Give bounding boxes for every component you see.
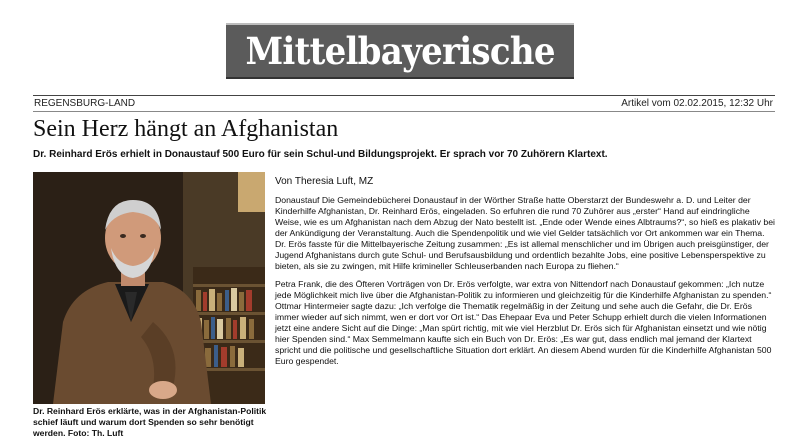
logo-text: Mittelbayerische — [245, 29, 555, 73]
article-headline: Sein Herz hängt an Afghanistan — [33, 116, 339, 142]
meta-divider — [33, 111, 775, 112]
photo-caption: Dr. Reinhard Erös erklärte, was in der Afghanistan-Politik schief läuft und warum dort Spenden so sehr benötigt werden. Foto: Th. Luft — [33, 406, 267, 438]
article-photo — [33, 172, 265, 404]
masthead — [0, 0, 800, 92]
header-divider — [33, 95, 775, 96]
article-body — [275, 195, 775, 374]
speaker-photo-illustration — [33, 172, 265, 404]
section-label: REGENSBURG-LAND — [34, 98, 136, 109]
article-timestamp: Artikel vom 02.02.2015, 12:32 Uhr — [621, 98, 773, 109]
article-deck: Dr. Reinhard Erös erhielt in Donaustauf 500 Euro für sein Schul-und Bildungsprojekt. Er sprach vor 70 Zuhörern Klartext. — [33, 149, 608, 160]
article-paragraph: Petra Frank, die des Öfteren Vorträgen von Dr. Erös verfolgte, war extra von Nittendorf nach Donaustauf gekommen: „Ich nutze jede Möglichkeit mich live über die Afghanistan-Politik zu informieren und gleichzeitig für die Kinderhilfe Afghanistan zu spenden.“ Ottmar Hintermeier sagte dazu: „Ich verfolge die Thematik regelmäßig in der Zeitung und sehe auch die Gefahr, die Dr. Erös immer wieder auf sich nimmt, wen er dort vor Ort ist.“ Das Ehepaar Eva und Peter Schupp erhielt durch die vielen Informationen jetzt eine andere Sicht auf die Dinge: „Man spürt richtig, mit wie viel Herzblut Dr. Erös sich für Afghanistan einsetzt und wie nötig hier Spenden sind.“ Max Semmelmann kaufte sich ein Buch von Dr. Erös: „Es war gut, dass endlich mal jemand der Klartext spricht und die politische und gesellschaftliche Situation dort erklärt. An diesem Abend wurden für die Kinderhilfe Afghanistan 500 Euro gespendet. — [275, 279, 772, 366]
article-byline: Von Theresia Luft, MZ — [275, 176, 374, 187]
newspaper-logo[interactable] — [226, 23, 574, 79]
article-paragraph: Donaustauf Die Gemeindebücherei Donaustauf in der Wörther Straße hatte Oberstarzt der Bundeswehr a. D. und Leiter der Kinderhilfe Afghanistan, Dr. Reinhard Erös, eingeladen. So erfuhren die rund 70 Zuhörer aus „erster“ Hand auf eindringliche Weise, wie es um Afghanistan nach dem Abzug der Nato bestellt ist. „Ende oder Wende eines Albtraums?“, so hieß es plakativ bei der Ankündigung der Veranstaltung. Auch die Spendenpolitik und wie viel Gelder tatsächlich vor Ort ankommen war ein Thema. Dr. Erös fasste für die Mittelbayerische Zeitung zusammen: „Es ist allemal menschlicher und im Übrigen auch preisgünstiger, der Jugend Afghanistans durch gute Schul- und Berufsausbildung und ordentlich bezahlte Jobs, eine positive Lebensperspektive zu bieten, als sie zu zwingen, mit Hilfe krimineller Schleuserbanden nach Europa zu fliehen.“ — [275, 195, 775, 271]
